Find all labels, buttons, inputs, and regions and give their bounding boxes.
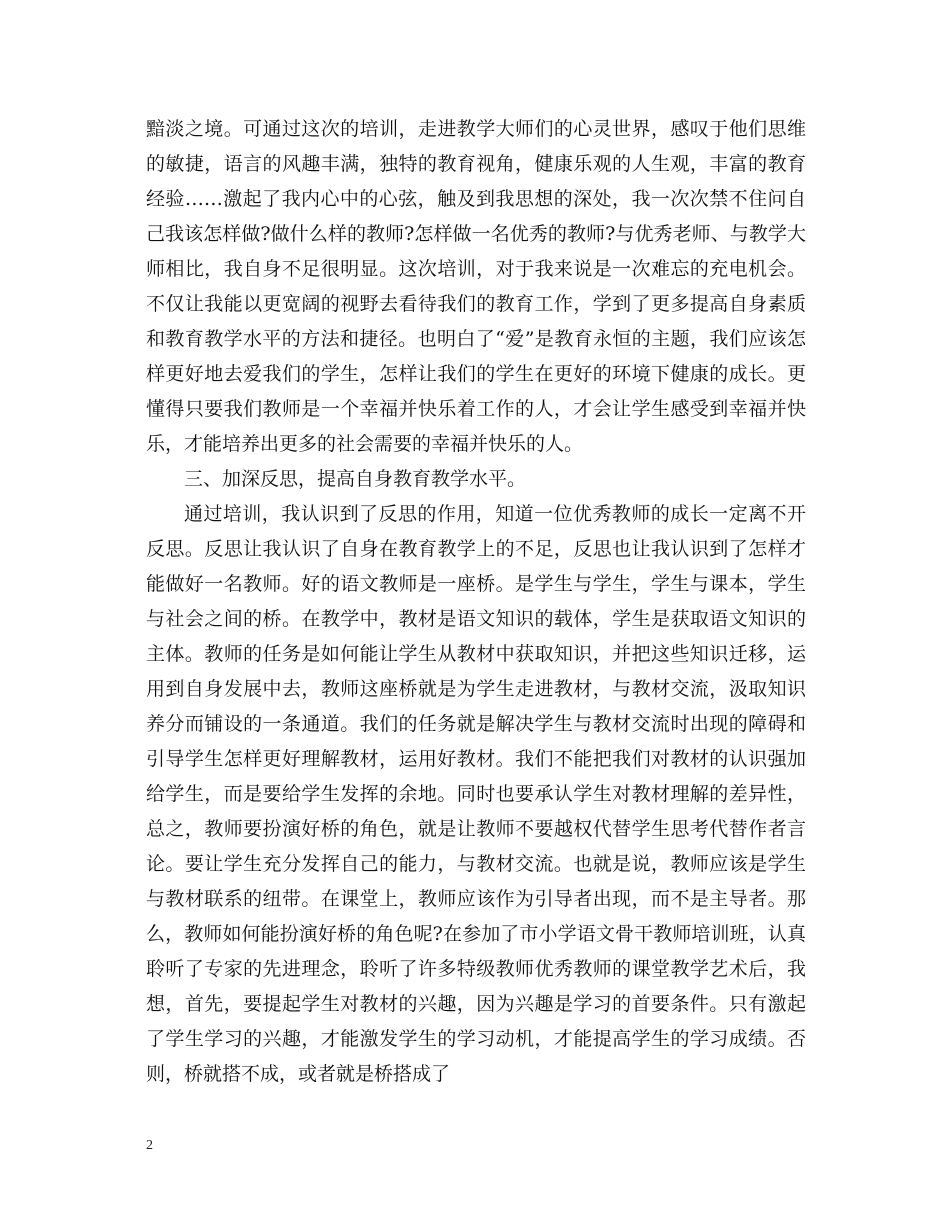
paragraph: 通过培训，我认识到了反思的作用，知道一位优秀教师的成长一定离不开反思。反思让我认识了自身在教育教学上的不足，反思也让我认识到了怎样才能做好一名教师。好的语文教师是一座桥。是学生与学生，学生与课本，学生与社会之间的桥。在教学中，教材是语文知识的载体，学生是获取语文知识的主体。教师的任务是如何能让学生从教材中获取知识，并把这些知识迁移，运用到自身发展中去，教师这座桥就是为学生走进教材，与教材交流，汲取知识养分而铺设的一条通道。我们的任务就是解决学生与教材交流时出现的障碍和引导学生怎样更好理解教材，运用好教材。我们不能把我们对教材的认识强加给学生，而是要给学生发挥的余地。同时也要承认学生对教材理解的差异性，总之，教师要扮演好桥的角色，就是让教师不要越权代替学生思考代替作者言论。要让学生充分发挥自己的能力，与教材交流。也就是说，教师应该是学生与教材联系的纽带。在课堂上，教师应该作为引导者出现，而不是主导者。那么，教师如何能扮演好桥的角色呢?在参加了市小学语文骨干教师培训班，认真聆听了专家的先进理念，聆听了许多特级教师优秀教师的课堂教学艺术后，我想，首先，要提起学生对教材的兴趣，因为兴趣是学习的首要条件。只有激起了学生学习的兴趣，才能激发学生的学习动机，才能提高学生的学习成绩。否则，桥就搭不成，或者就是桥搭成了 [146, 503, 806, 1085]
body-text [146, 112, 806, 1092]
section-heading: 三、加深反思，提高自身教育教学水平。 [184, 468, 527, 490]
paragraph-continuation: 黯淡之境。可通过这次的培训，走进教学大师们的心灵世界，感叹于他们思维的敏捷，语言的风趣丰满，独特的教育视角，健康乐观的人生观，丰富的教育经验……激起了我内心中的心弦，触及到我思想的深处，我一次次禁不住问自己我该怎样做?做什么样的教师?怎样做一名优秀的教师?与优秀老师、与教学大师相比，我自身不足很明显。这次培训，对于我来说是一次难忘的充电机会。不仅让我能以更宽阔的视野去看待我们的教育工作，学到了更多提高自身素质和教育教学水平的方法和捷径。也明白了“爱”是教育永恒的主题，我们应该怎样更好地去爱我们的学生，怎样让我们的学生在更好的环境下健康的成长。更懂得只要我们教师是一个幸福并快乐着工作的人，才会让学生感受到幸福并快乐，才能培养出更多的社会需要的幸福并快乐的人。 [146, 118, 806, 455]
page-number: 2 [146, 1138, 153, 1153]
